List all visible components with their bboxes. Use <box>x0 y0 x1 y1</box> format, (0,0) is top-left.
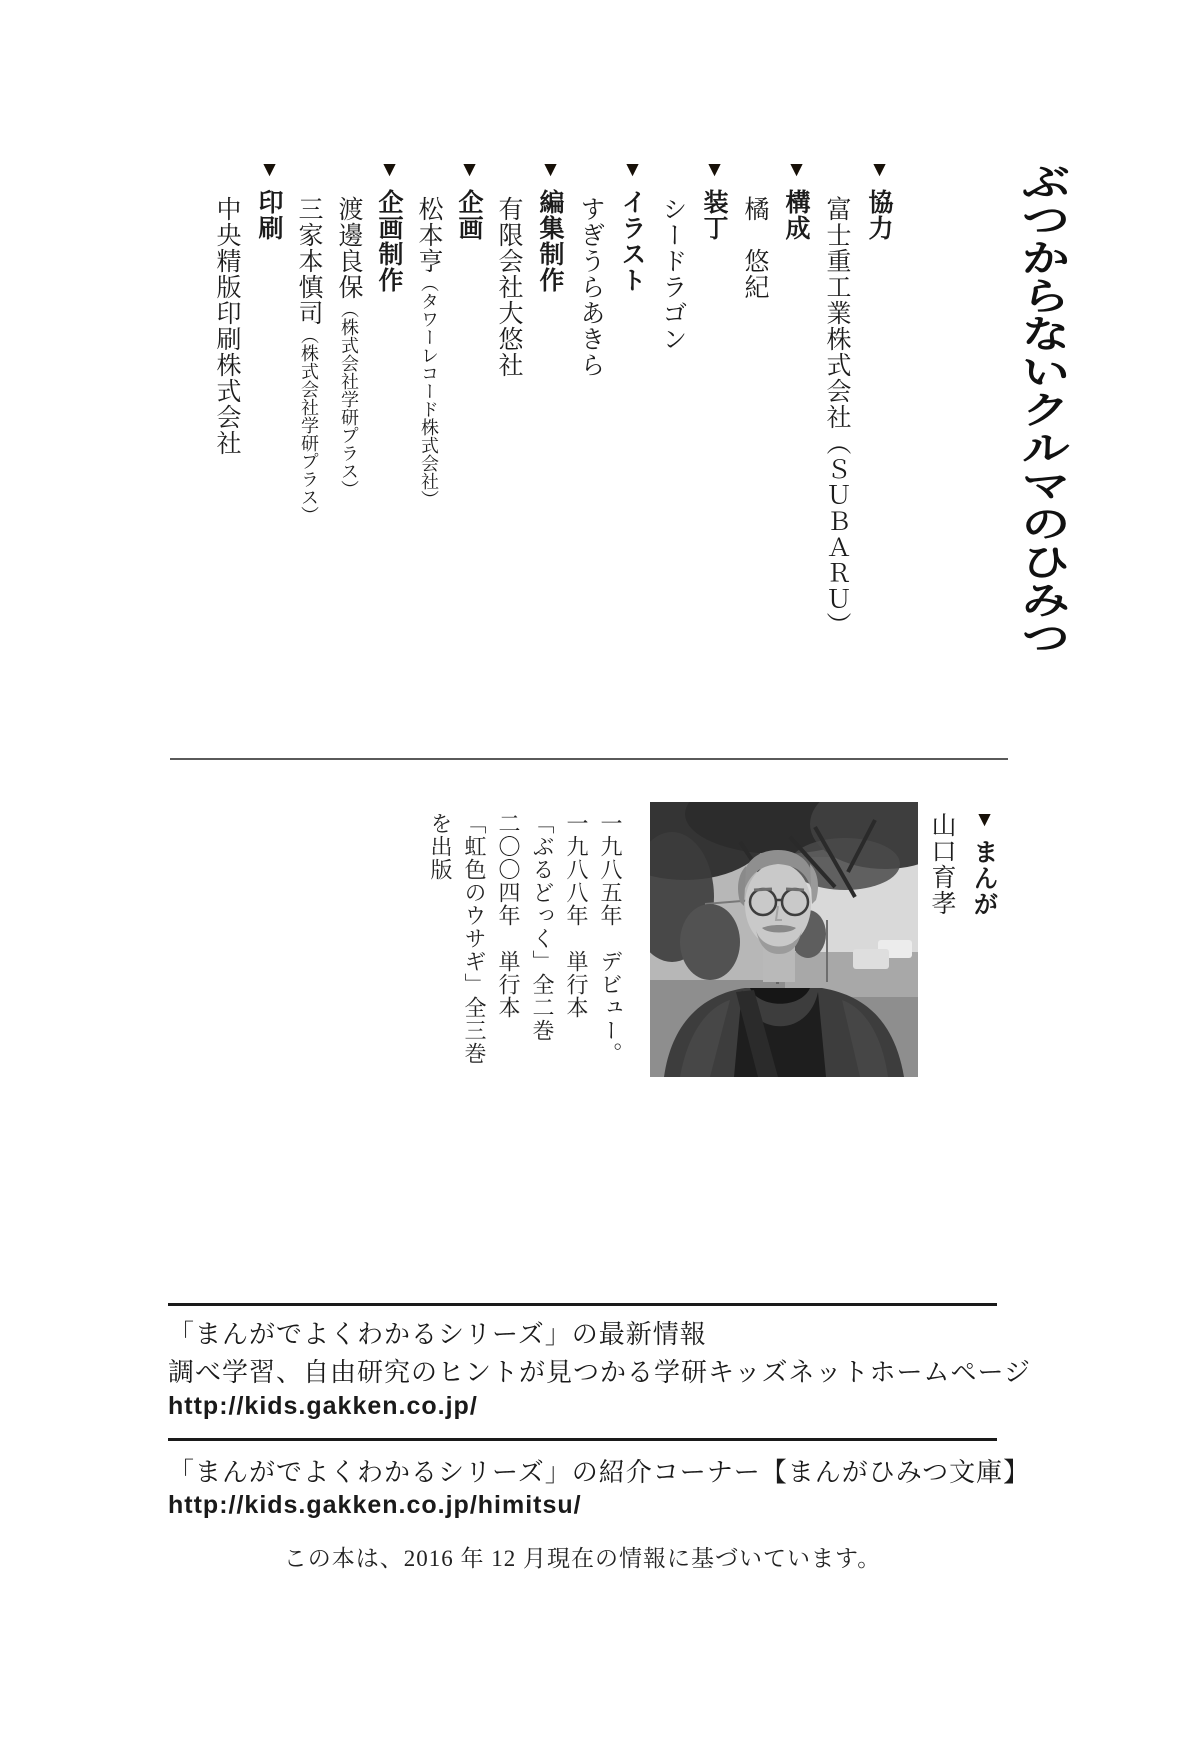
credit-name-main: 松本亨 <box>415 196 443 274</box>
triangle-marker-icon: ▼ <box>868 158 891 182</box>
triangle-marker-icon: ▼ <box>258 158 281 182</box>
credit-name-paren: （タワーレコード株式会社） <box>419 274 439 508</box>
credit-name-chuo-seihan <box>214 196 239 456</box>
footer-divider-top <box>168 1303 997 1306</box>
bio-line: 「虹色のウサギ」全三巻 <box>462 812 487 1065</box>
credit-name-paren: （株式会社学研プラス） <box>299 326 319 524</box>
bio-line: 二〇〇四年 単行本 <box>496 812 521 1019</box>
series-intro-line: 「まんがでよくわかるシリーズ」の紹介コーナー【まんがひみつ文庫】 <box>168 1457 1031 1487</box>
series-info-title: 「まんがでよくわかるシリーズ」の最新情報 <box>168 1319 707 1349</box>
credit-name-main: 有限会社大悠社 <box>495 196 523 378</box>
triangle-marker-icon: ▼ <box>378 158 401 182</box>
credit-label-text: 印刷 <box>255 189 283 241</box>
credit-name-main: すぎうらあきら <box>577 196 605 378</box>
triangle-marker-icon: ▼ <box>973 808 996 832</box>
series-info-description: 調べ学習、自由研究のヒントが見つかる学研キッズネットホームページ <box>168 1357 1031 1387</box>
credit-label-text: 編集制作 <box>536 189 564 293</box>
credit-name-seadragon <box>660 196 685 352</box>
credit-label-text: イラスト <box>618 189 646 293</box>
bio-line: 一九八五年 デビュー。 <box>598 812 623 1065</box>
section-divider <box>170 758 1008 760</box>
manga-author-name: 山口育孝 <box>928 812 956 916</box>
bio-line: を出版 <box>428 812 453 881</box>
bio-line: 一九八八年 単行本 <box>564 812 589 1019</box>
credit-name-paren: （株式会社学研プラス） <box>339 300 359 498</box>
triangle-marker-icon: ▼ <box>703 158 726 182</box>
book-title: ぶつからないクルマのひみつ <box>1012 162 1068 656</box>
credit-name-main: 富士重工業株式会社 <box>823 196 851 430</box>
credit-name-tachibana <box>742 196 767 300</box>
credit-name-main: 中央精版印刷株式会社 <box>213 196 241 456</box>
triangle-marker-icon: ▼ <box>458 158 481 182</box>
credit-name-daiyusha <box>496 196 521 378</box>
credit-label-text: 構成 <box>782 189 810 241</box>
credit-name-main: シードラゴン <box>659 196 687 352</box>
bio-line: 「ぶるどっく」全二巻 <box>530 812 555 1042</box>
credit-name-main: 渡邊良保 <box>335 196 363 300</box>
triangle-marker-icon: ▼ <box>785 158 808 182</box>
credit-label-illustration <box>619 158 644 293</box>
credit-label-text: 協力 <box>865 189 893 241</box>
manga-label <box>971 808 996 917</box>
credit-label-planning-production <box>376 158 401 293</box>
credit-name-paren: （ＳＵＢＡＲＵ） <box>823 430 851 638</box>
credit-name-main: 三家本慎司 <box>295 196 323 326</box>
credit-name-mikamoto <box>296 196 321 524</box>
credit-label-binding-design <box>701 158 726 241</box>
author-photo <box>650 802 918 1077</box>
manga-label-text: まんが <box>970 839 998 917</box>
credit-label-text: 企画 <box>455 189 483 241</box>
credit-label-text: 企画制作 <box>375 189 403 293</box>
credit-label-editing <box>537 158 562 293</box>
himitsu-url: http://kids.gakken.co.jp/himitsu/ <box>168 1491 582 1519</box>
triangle-marker-icon: ▼ <box>621 158 644 182</box>
credit-label-printing <box>256 158 281 241</box>
credit-label-planning <box>456 158 481 241</box>
footer-divider-middle <box>168 1438 997 1441</box>
author-photo-image <box>650 802 918 1077</box>
credit-label-composition <box>783 158 808 241</box>
edition-note: この本は、2016 年 12 月現在の情報に基づいています。 <box>283 1546 882 1571</box>
credit-name-sugiura <box>578 196 603 378</box>
kids-net-url: http://kids.gakken.co.jp/ <box>168 1392 478 1420</box>
triangle-marker-icon: ▼ <box>539 158 562 182</box>
credit-label-text: 装丁 <box>700 189 728 241</box>
credit-label-cooperation <box>866 158 891 241</box>
credit-name-main: 橘 悠紀 <box>741 196 769 300</box>
credit-name-fuji-heavy-industries <box>824 196 849 638</box>
credit-name-matsumoto <box>416 196 441 508</box>
credit-name-watanabe <box>336 196 361 498</box>
